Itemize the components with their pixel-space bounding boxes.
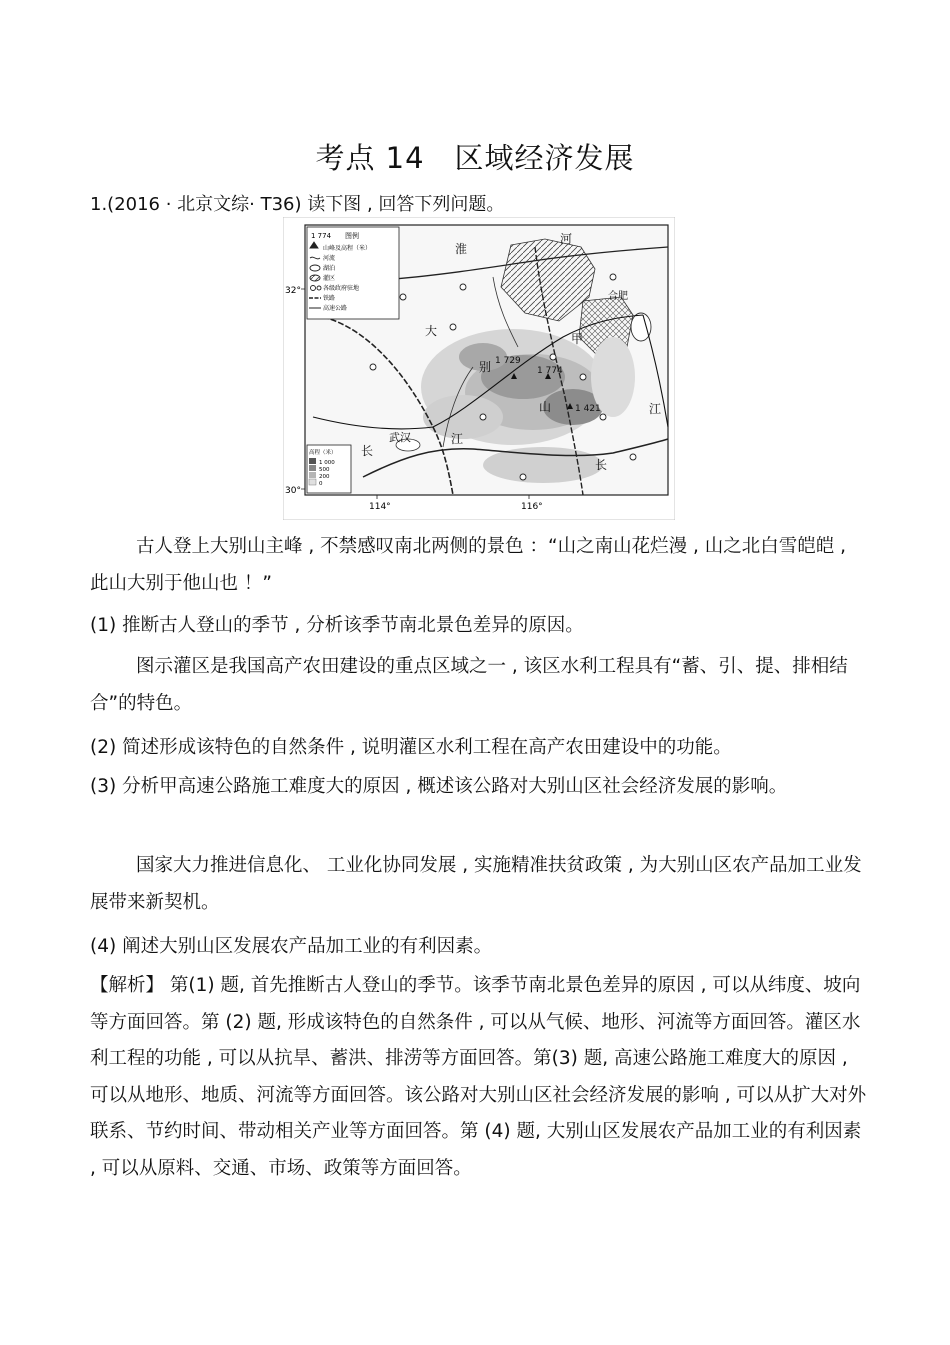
legend-peak-sample: 1 774 — [311, 232, 332, 240]
page-title: 考点 14 区域经济发展 — [315, 141, 635, 175]
label-shan: 山 — [539, 400, 552, 414]
legend-item: 河流 — [323, 255, 336, 262]
question-4: (4) 阐述大别山区发展农产品加工业的有利因素。 — [90, 936, 493, 957]
label-huai: 淮 — [455, 242, 468, 256]
legend-item: 各级政府驻地 — [323, 285, 360, 292]
elevation-level: 1 000 — [319, 460, 335, 466]
dabie-mountain-map — [283, 217, 675, 520]
latitude-label: 32° — [285, 286, 301, 296]
elevation-level: 500 — [319, 467, 330, 473]
label-da: 大 — [425, 324, 438, 338]
label-chang: 长 — [595, 458, 608, 472]
question-heading: 1.(2016 · 北京文综· T36) 读下图 , 回答下列问题。 — [90, 194, 505, 215]
legend-item: 高速公路 — [323, 305, 348, 312]
question-2: (2) 简述形成该特色的自然条件 , 说明灌区水利工程在高产农田建设中的功能。 — [90, 737, 732, 758]
peak-elevation: 1 421 — [575, 404, 601, 414]
label-wuhan: 武汉 — [389, 431, 411, 444]
intro-paragraph: 古人登上大别山主峰 , 不禁感叹南北两侧的景色 ：“山之南山花烂漫 , 山之北白雪皑皑 , 此山大别于他山也 ！” — [90, 536, 847, 594]
label-jiang: 江 — [649, 402, 662, 416]
longitude-label: 116° — [521, 502, 543, 512]
question-3: (3) 分析甲高速公路施工难度大的原因 , 概述该公路对大别山区社会经济发展的影响。 — [90, 776, 788, 797]
label-he: 河 — [560, 232, 573, 246]
label-jiang: 江 — [451, 432, 464, 446]
question-1: (1) 推断古人登山的季节 , 分析该季节南北景色差异的原因。 — [90, 615, 584, 636]
peak-elevation: 1 774 — [537, 366, 563, 376]
policy-paragraph: 国家大力推进信息化、 工业化协同发展 , 实施精准扶贫政策 , 为大别山区农产品加工业发展带来新契机。 — [90, 855, 862, 913]
legend-item: 湖泊 — [323, 265, 336, 272]
legend-item: 山峰及高程（米） — [323, 245, 372, 252]
analysis-paragraph: 【解析】 第(1) 题, 首先推断古人登山的季节。该季节南北景色差异的原因 , 可以从纬度、坡向等方面回答。第 (2) 题, 形成该特色的自然条件 , 可以从气候、地形、河流等方面回答。灌区水利工程的功能 , 可以从抗旱、蓄洪、排涝等方面回答。第(3) 题, 高速公路施工难度大的原因 , 可以从地形、地质、河流等方面回答。该公路对大别山区社会经济发展的影响 , 可以从扩大对外联系、节约时间、带动相关产业等方面回答。第 (4) 题, 大别山区发展农产品加工业的有利因素 , 可以从原料、交通、市场、政策等方面回答。 — [90, 975, 867, 1179]
map-legend — [307, 227, 399, 319]
legend-title: 图例 — [345, 232, 359, 240]
legend-item: 铁路 — [323, 295, 336, 302]
label-chang: 长 — [361, 444, 374, 458]
irrigation-paragraph: 图示灌区是我国高产农田建设的重点区域之一 , 该区水利工程具有“蓄、引、提、排相结合”的特色。 — [90, 656, 848, 714]
label-jia: 甲 — [571, 332, 584, 346]
legend-item: 灌区 — [323, 275, 336, 282]
elevation-level: 200 — [319, 474, 330, 480]
label-bie: 别 — [479, 360, 492, 374]
latitude-label: 30° — [285, 486, 301, 496]
elevation-level: 0 — [319, 481, 323, 487]
elevation-legend-title: 高程（米） — [309, 450, 337, 456]
chaohu-lake — [631, 313, 651, 341]
peak-elevation: 1 729 — [495, 356, 521, 366]
label-hefei: 合肥 — [608, 291, 628, 302]
longitude-label: 114° — [369, 502, 391, 512]
